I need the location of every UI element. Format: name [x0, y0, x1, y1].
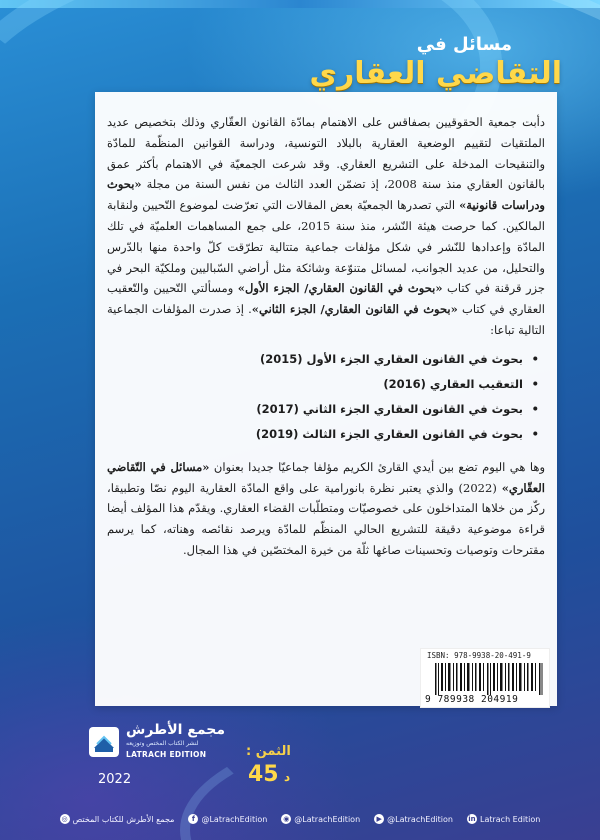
list-item: • التعقيب العقاري (2016): [107, 372, 523, 397]
footer-text: @LatrachEdition: [387, 814, 453, 824]
publisher-edition: LATRACH EDITION: [126, 750, 207, 759]
publisher-logo: [88, 720, 226, 766]
publications-list: [107, 347, 545, 447]
linkedin-icon: in: [468, 815, 476, 823]
title-small: مسائل في: [416, 34, 512, 55]
paragraph-2-part: وها هي اليوم تضع بين أيدي القارئ الكريم مؤلفا جماعيّا جديدا بعنوان: [209, 459, 545, 474]
paragraph-2-part: (2022) والذي يعتبر نظرة بانورامية على واقع المادّة العقارية اليوم نصّا وتطبيقا، ركّز من خلاها المتداخلون على خصوصيّات ومتطلّبات القضاء العقاري. ويقدّم هذا المؤلف أيضا قراءة موضوعية دقيقة للتشريع الحالي المنظّم للمادّة ويرصد نقائصه وهناته، كما يرسم مقترحات وتوصيات وتحسينات صاغها ثلّة من خيرة المختصّين في هذا المجال.: [107, 480, 545, 557]
isbn-digits: 9 789938 204919: [425, 694, 519, 705]
footer-item-youtube: [374, 814, 453, 824]
price-value: 45: [248, 762, 279, 787]
footer-text: @LatrachEdition: [201, 814, 268, 824]
publisher-subtitle: لنشر الكتاب المختص وتوزيعه: [126, 740, 199, 747]
instagram-icon: ◉: [283, 815, 290, 823]
paragraph-1-part: ومسألتي التّحيين والتّعقيب العقاري في كتاب: [107, 281, 545, 317]
publication-year: 2022: [98, 772, 132, 787]
book-stack-icon: [88, 726, 120, 758]
publisher-name: مجمع الأطرش: [126, 722, 226, 738]
isbn-barcode: [420, 648, 550, 708]
list-item: • بحوث في القانون العقاري الجزء الأول (2015): [107, 347, 523, 372]
price-label: الثمن :: [246, 744, 291, 759]
list-item: • بحوث في القانون العقاري الجزء الثالث (2019): [107, 422, 523, 447]
paragraph-1: [107, 112, 545, 341]
globe-icon: ◎: [61, 815, 68, 823]
barcode-icon: [435, 663, 543, 695]
price-unit: د: [284, 770, 291, 784]
youtube-icon: ▶: [374, 814, 384, 824]
book-reference-1: «بحوث في القانون العقاري/ الجزء الأول»: [237, 281, 443, 296]
footer-social-links: [0, 798, 600, 840]
book-title: [309, 34, 562, 92]
facebook-icon: f: [188, 814, 198, 824]
footer-text: @LatrachEdition: [294, 814, 361, 824]
footer-item-website: [60, 814, 175, 824]
footer-text: مجمع الأطرش للكتاب المختص: [72, 814, 175, 824]
title-main: التقاضي العقاري: [309, 56, 562, 91]
footer-item-linkedin: [467, 814, 540, 824]
list-item: • بحوث في القانون العقاري الجزء الثاني (2017): [107, 397, 523, 422]
book-title-reference: «مسائل في التّقاضي العقّاري»: [107, 459, 545, 495]
paragraph-1-part: التي تصدرها الجمعيّة بعض المقالات التي تعرّضت لموضوع التّحيين ولنقابة المالكين. كما حرصت هيئة النّشر، منذ سنة 2015، على جمع المساهمات العلميّة في تلك المادّة وإعدادها للنّشر في شكل مؤلفات جماعية متتالية تطرّقت كلّ واحدة منها بالدّرس والتحليل، من عديد الجوانب، لمسائل متنوّعة وشائكة مثل أراضي السّباليين وملكيّة البحر في جزر قرقنة في كتاب: [107, 198, 545, 296]
paragraph-1-part: . إذ صدرت المؤلفات الجماعية التالية تباعا:: [107, 302, 545, 337]
isbn-label: ISBN: 978-9938-20-491-9: [427, 651, 531, 660]
paragraph-1-part: دأبت جمعية الحقوقيين بصفاقس على الاهتمام بمادّة القانون العقّاري وذلك بتخصيص عديد الملتقيات لتقييم الوضعية العقارية بالبلاد التونسية، ودراسة القوانين المنظّمة للمادّة والتنقيحات المدخلة على التشريع العقاري. وقد شرعت الجمعيّة في الاهتمام بأكثر عمق بالقانون العقاري منذ سنة 2008، إذ تضمّن العدد الثالث من نفس السنة من مجلة: [107, 115, 545, 192]
journal-title: «بحوث ودراسات قانونية»: [107, 177, 545, 213]
blurb-text: [107, 112, 545, 561]
footer-item-facebook: [188, 814, 267, 824]
paragraph-2: [107, 457, 545, 561]
footer-item-instagram: [281, 814, 360, 824]
footer-text: Latrach Edition: [479, 814, 541, 824]
book-reference-2: «بحوث في القانون العقاري/ الجزء الثاني»: [251, 302, 458, 317]
